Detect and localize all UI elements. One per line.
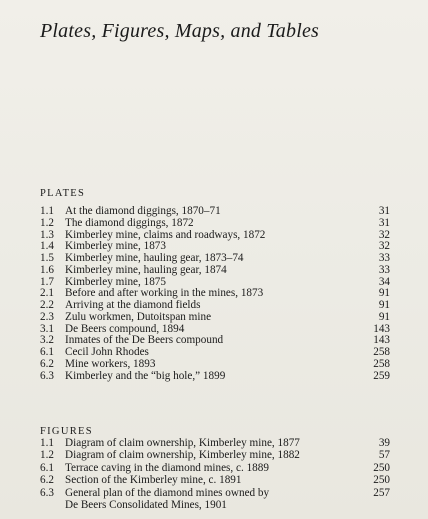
entry-caption: Kimberley mine, 1875	[65, 276, 166, 288]
entry-number: 1.1	[40, 205, 54, 217]
entry-page: 32	[378, 228, 390, 241]
entry-caption: Terrace caving in the diamond mines, c. 1889	[65, 461, 269, 474]
plates-entry	[40, 359, 390, 371]
plates-entry	[40, 218, 390, 230]
entry-caption: Before and after working in the mines, 1873	[65, 288, 264, 300]
entry-caption: Kimberley mine, hauling gear, 1873–74	[65, 253, 244, 264]
entry-page: 34	[378, 275, 390, 288]
entry-caption: De Beers compound, 1894	[65, 323, 185, 335]
figures-entry	[40, 437, 390, 449]
entry-page: 91	[378, 287, 390, 300]
plates-entry	[40, 288, 390, 300]
plates-entry	[40, 265, 390, 277]
figures-heading: FIGURES	[40, 426, 93, 437]
entry-page: 257	[373, 486, 390, 499]
entry-caption: General plan of the diamond mines owned by	[65, 486, 270, 499]
entry-number: 6.3	[40, 369, 54, 382]
plates-list	[40, 206, 390, 382]
entry-caption: Section of the Kimberley mine, c. 1891	[65, 474, 242, 487]
entry-page: 31	[378, 205, 390, 217]
entry-caption: Cecil John Rhodes	[65, 347, 149, 358]
figures-list	[40, 437, 390, 511]
entry-caption: Diagram of claim ownership, Kimberley mine, 1882	[65, 449, 300, 462]
entry-number: 1.2	[40, 216, 54, 229]
entry-page: 258	[373, 357, 390, 370]
entry-caption: Mine workers, 1893	[65, 358, 156, 370]
entry-page: 33	[378, 263, 390, 276]
entry-page: 250	[373, 461, 390, 474]
figures-entry	[40, 462, 390, 474]
figures-entry-continuation: De Beers Consolidated Mines, 1901	[65, 499, 227, 512]
entry-caption: Kimberley mine, 1873	[65, 241, 166, 253]
entry-number: 6.2	[40, 474, 54, 487]
plates-entry	[40, 324, 390, 336]
entry-number: 2.2	[40, 299, 54, 311]
entry-caption: Kimberley mine, claims and roadways, 1872	[65, 229, 266, 241]
plates-entry	[40, 230, 390, 242]
entry-number: 2.1	[40, 287, 54, 300]
entry-page: 143	[373, 322, 390, 335]
entry-page: 258	[373, 346, 390, 358]
entry-number: 6.3	[40, 486, 54, 499]
entry-number: 1.7	[40, 275, 54, 288]
plates-entry	[40, 253, 390, 265]
entry-page: 143	[373, 334, 390, 347]
entry-page: 250	[373, 474, 390, 487]
entry-page: 31	[378, 216, 390, 229]
entry-number: 1.2	[40, 449, 54, 462]
plates-entry	[40, 347, 390, 359]
entry-caption: Arriving at the diamond fields	[65, 300, 201, 311]
entry-caption: Diagram of claim ownership, Kimberley mine, 1877	[65, 437, 300, 449]
plates-entry	[40, 300, 390, 312]
plates-entry	[40, 277, 390, 289]
entry-number: 6.2	[40, 357, 54, 370]
entry-page: 32	[378, 240, 390, 253]
entry-page: 57	[378, 449, 390, 462]
entry-number: 6.1	[40, 346, 54, 358]
plates-entry	[40, 371, 390, 383]
entry-caption: Inmates of the De Beers compound	[65, 335, 224, 347]
entry-caption: The diamond diggings, 1872	[65, 217, 194, 229]
plates-entry	[40, 335, 390, 347]
entry-caption: Kimberley mine, hauling gear, 1874	[65, 264, 227, 276]
plates-entry	[40, 241, 390, 253]
entry-number: 3.1	[40, 322, 54, 335]
entry-page: 91	[378, 310, 390, 323]
plates-entry	[40, 312, 390, 324]
figures-entry	[40, 449, 390, 461]
entry-number: 2.3	[40, 310, 54, 323]
plates-entry	[40, 206, 390, 218]
entry-page: 91	[378, 299, 390, 311]
entry-page: 33	[378, 252, 390, 264]
entry-page: 259	[373, 369, 390, 382]
entry-number: 1.1	[40, 437, 54, 449]
figures-entry	[40, 474, 390, 486]
figures-entry	[40, 487, 390, 499]
plates-heading: PLATES	[40, 188, 86, 199]
entry-number: 1.3	[40, 228, 54, 241]
entry-number: 1.5	[40, 252, 54, 264]
entry-number: 1.6	[40, 263, 54, 276]
entry-number: 6.1	[40, 461, 54, 474]
entry-caption: At the diamond diggings, 1870–71	[65, 206, 221, 217]
entry-number: 3.2	[40, 334, 54, 347]
entry-caption: Zulu workmen, Dutoitspan mine	[65, 311, 212, 323]
entry-number: 1.4	[40, 240, 54, 253]
entry-page: 39	[378, 437, 390, 449]
entry-caption: Kimberley and the “big hole,” 1899	[65, 370, 226, 382]
page-title: Plates, Figures, Maps, and Tables	[40, 20, 320, 42]
